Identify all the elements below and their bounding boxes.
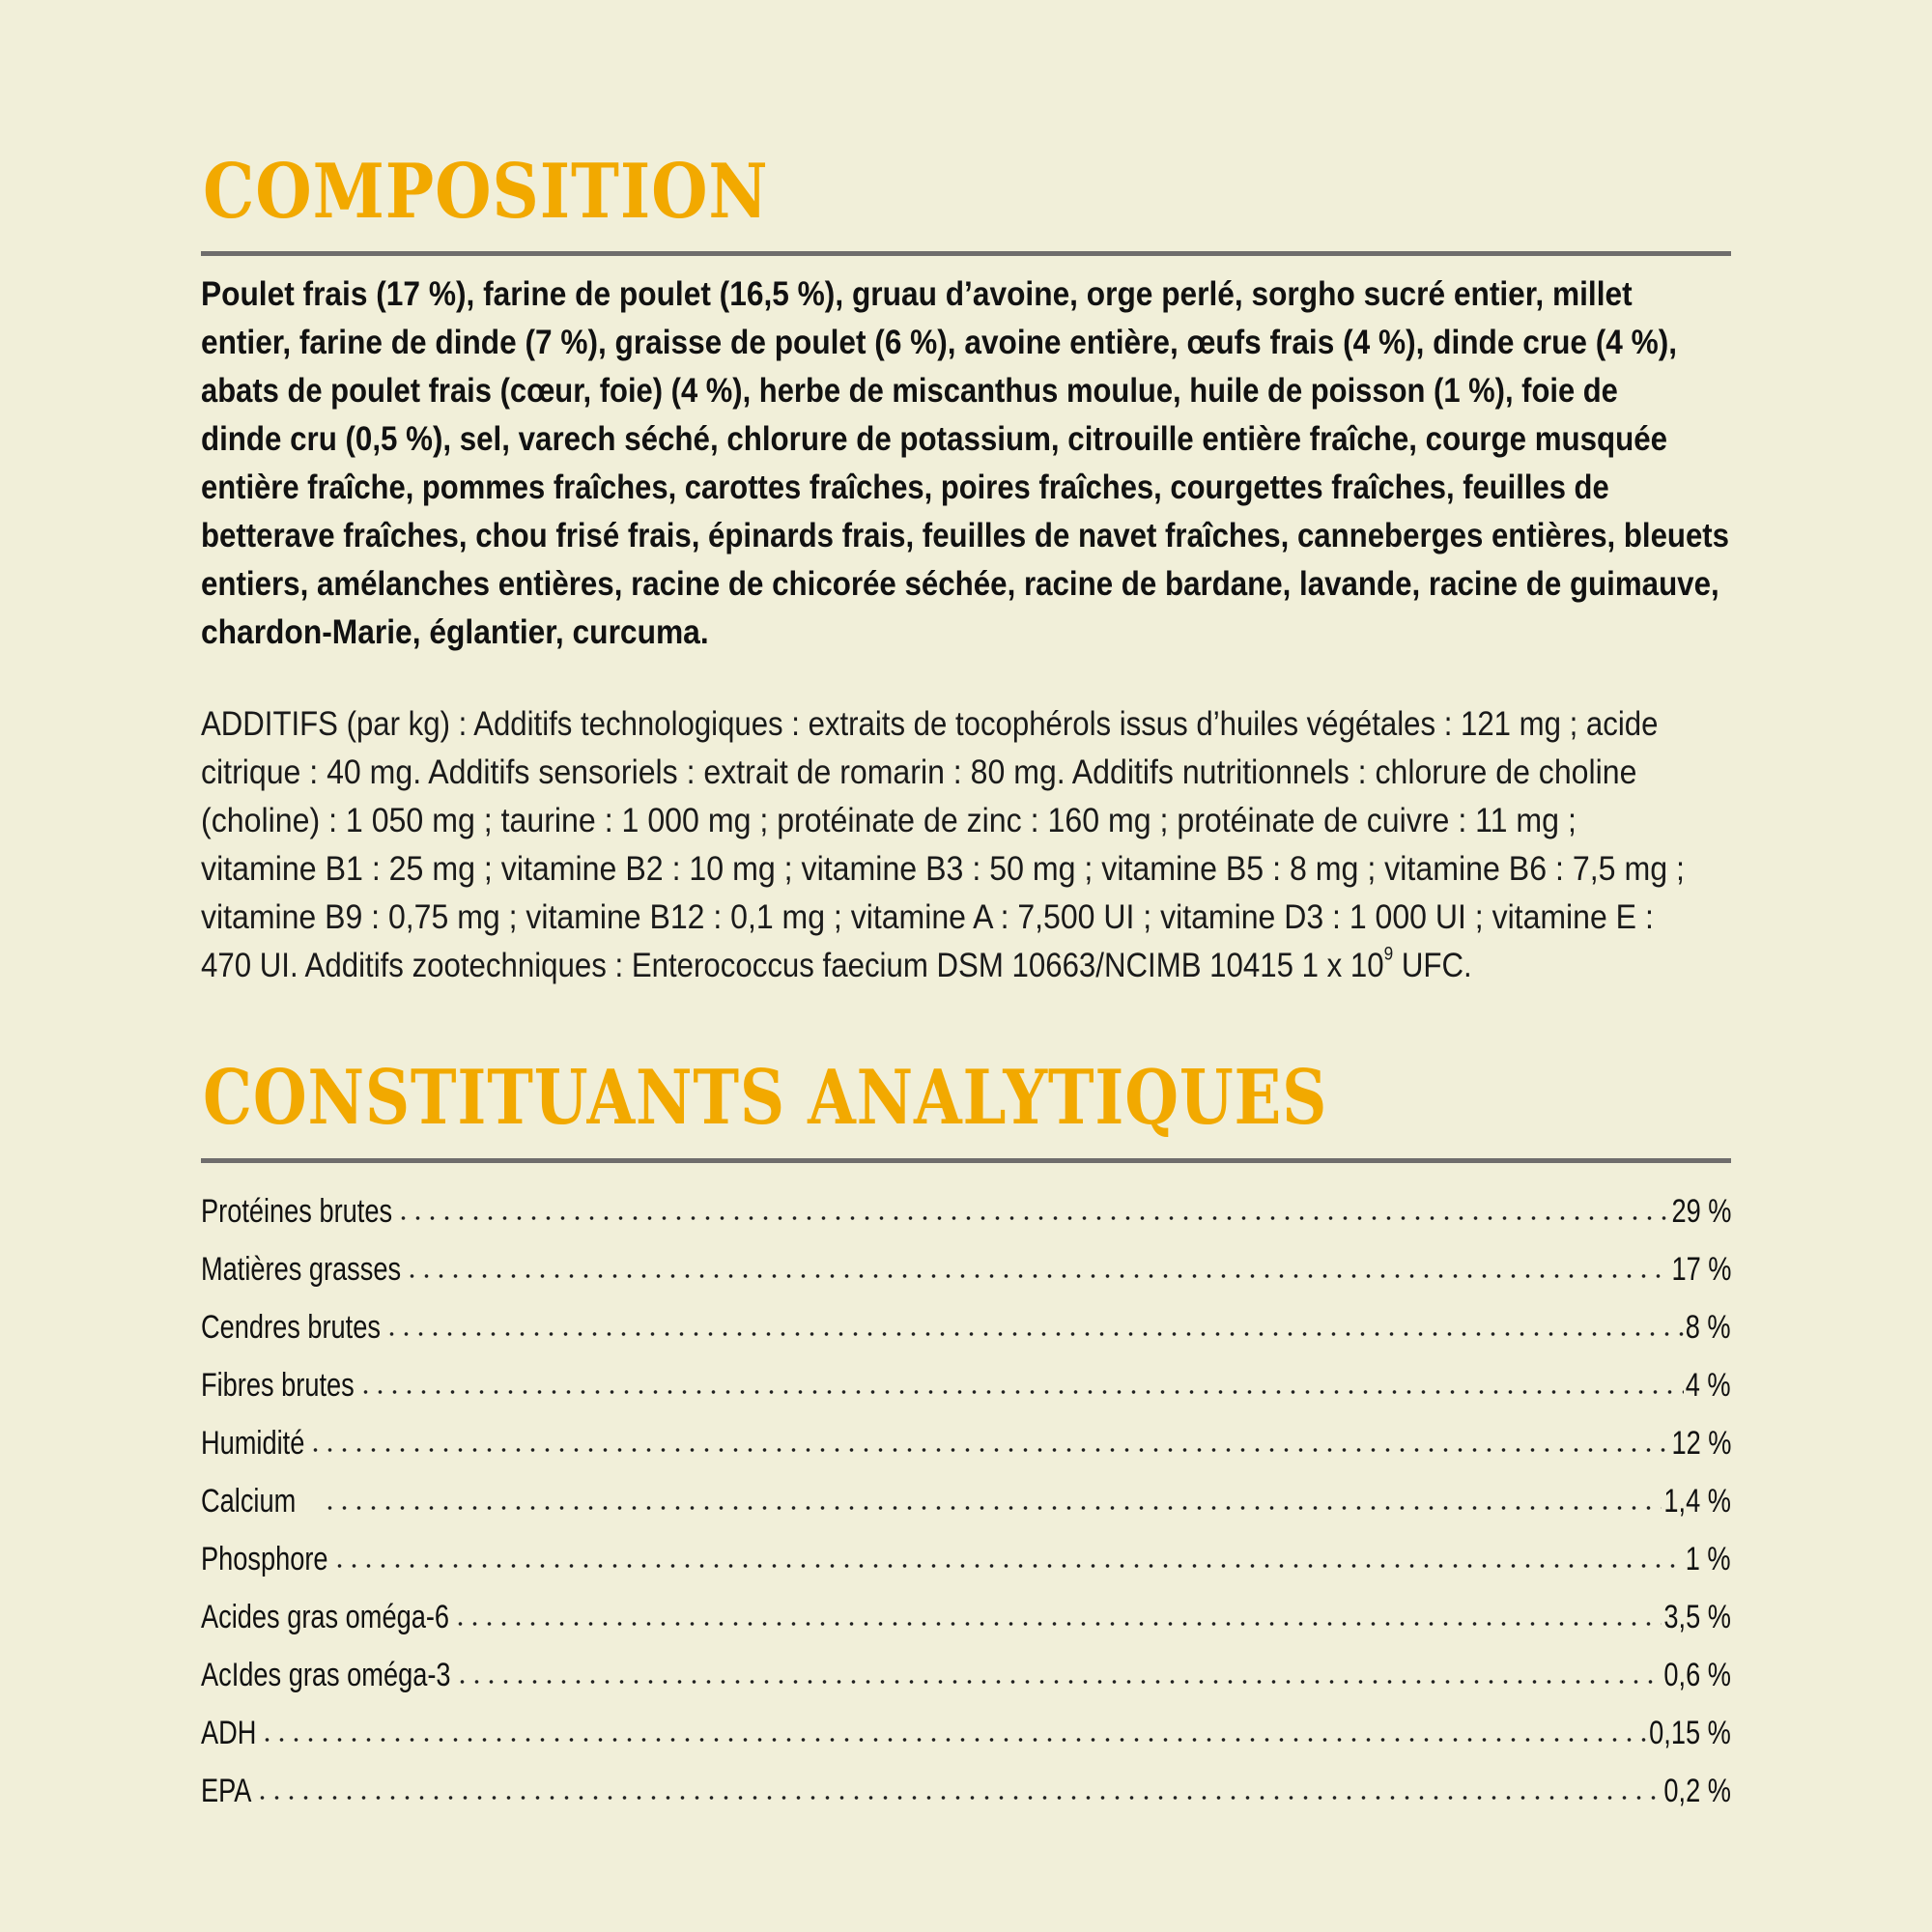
ingredients-line: Poulet frais (17 %), farine de poulet (16,5 %), gruau d’avoine, orge perlé, sorgho sucré entier, millet: [201, 275, 1633, 313]
constituent-row: [201, 1762, 1731, 1820]
constituent-label: AcIdes gras oméga-3: [201, 1656, 451, 1693]
constituent-label: ADH: [201, 1714, 257, 1751]
additives-line: (choline) : 1 050 mg ; taurine : 1 000 mg ; protéinate de zinc : 160 mg ; protéinate de cuivre : 11 mg ;: [201, 802, 1577, 839]
dot-leader: [384, 1332, 1684, 1336]
constituent-value: 4 %: [1686, 1366, 1731, 1404]
additives-line: vitamine B9 : 0,75 mg ; vitamine B12 : 0,1 mg ; vitamine A : 7,500 UI ; vitamine D3 : 1 000 UI ; vitamine E :: [201, 898, 1654, 936]
constituent-label: EPA: [201, 1772, 252, 1809]
constituent-row: [201, 1704, 1731, 1762]
constituent-value: 12 %: [1671, 1424, 1731, 1462]
dot-leader: [308, 1448, 1669, 1452]
exponent: 9: [1383, 944, 1394, 965]
ingredients-line: entiers, amélanches entières, racine de chicorée séchée, racine de bardane, lavande, racine de guimauve,: [201, 565, 1719, 603]
constituent-row: [201, 1356, 1731, 1414]
ingredients-line: betterave fraîches, chou frisé frais, épinards frais, feuilles de navet fraîches, canneberges entières, bleuets: [201, 517, 1730, 554]
additives-line: ADDITIFS (par kg) : Additifs technologiques : extraits de tocophérols issus d’huiles végétales : 121 mg ; acide: [201, 705, 1659, 743]
additives-text: 470 UI. Additifs zootechniques : Enterococcus faecium DSM 10663/NCIMB 10415 1 x 10: [201, 947, 1384, 984]
constituent-label: Calcium: [201, 1482, 297, 1520]
constituent-label: Protéines brutes: [201, 1192, 393, 1230]
constituent-row: [201, 1414, 1731, 1472]
constituent-row: [201, 1472, 1731, 1530]
analytical-constituents-table: [201, 1182, 1731, 1820]
additives-text: UFC.: [1393, 947, 1472, 984]
constituent-value: 0,2 %: [1663, 1772, 1731, 1809]
constituent-row: [201, 1182, 1731, 1240]
constituent-value: 0,6 %: [1663, 1656, 1731, 1693]
ingredients-line: chardon-Marie, églantier, curcuma.: [201, 613, 709, 651]
constituent-label: Acides gras oméga-6: [201, 1598, 450, 1635]
constituent-row: [201, 1646, 1731, 1704]
ingredients-line: entière fraîche, pommes fraîches, carottes fraîches, poires fraîches, courgettes fraîches, feuilles de: [201, 469, 1609, 506]
dot-leader: [405, 1274, 1669, 1278]
additives-line: [201, 942, 1472, 990]
dot-leader: [396, 1216, 1669, 1220]
constituent-label: Humidité: [201, 1424, 305, 1462]
constituent-row: [201, 1530, 1731, 1588]
constituent-value: 17 %: [1671, 1250, 1731, 1288]
constituent-row: [201, 1298, 1731, 1356]
dot-leader: [323, 1506, 1662, 1510]
dot-leader: [455, 1680, 1662, 1684]
additives-paragraph: [201, 700, 1837, 990]
dot-leader: [260, 1738, 1647, 1742]
additives-line: vitamine B1 : 25 mg ; vitamine B2 : 10 mg ; vitamine B3 : 50 mg ; vitamine B5 : 8 mg ; vitamine B6 : 7,5 mg ;: [201, 850, 1685, 888]
dot-leader: [255, 1796, 1662, 1800]
dot-leader: [332, 1564, 1685, 1568]
section-divider: [201, 1158, 1731, 1163]
constituent-value: 3,5 %: [1663, 1598, 1731, 1635]
constituent-value: 0,15 %: [1649, 1714, 1731, 1751]
section-divider: [201, 251, 1731, 256]
constituent-value: 29 %: [1671, 1192, 1731, 1230]
constituent-value: 8 %: [1686, 1308, 1731, 1346]
composition-heading: COMPOSITION: [203, 148, 769, 236]
analytical-constituents-heading: CONSTITUANTS ANALYTIQUES: [203, 1054, 1328, 1142]
constituent-label: Cendres brutes: [201, 1308, 381, 1346]
constituent-label: Fibres brutes: [201, 1366, 355, 1404]
dot-leader: [453, 1622, 1662, 1626]
constituent-row: [201, 1240, 1731, 1298]
constituent-value: 1,4 %: [1663, 1482, 1731, 1520]
ingredients-line: dinde cru (0,5 %), sel, varech séché, chlorure de potassium, citrouille entière fraîche, courge musquée: [201, 420, 1668, 458]
constituent-value: 1 %: [1686, 1540, 1731, 1577]
ingredients-line: abats de poulet frais (cœur, foie) (4 %), herbe de miscanthus moulue, huile de poisson (1 %), foie de: [201, 372, 1618, 410]
ingredients-line: entier, farine de dinde (7 %), graisse de poulet (6 %), avoine entière, œufs frais (4 %), dinde crue (4 %),: [201, 324, 1678, 361]
constituent-label: Phosphore: [201, 1540, 328, 1577]
ingredients-paragraph: [201, 270, 1917, 657]
additives-line: citrique : 40 mg. Additifs sensoriels : extrait de romarin : 80 mg. Additifs nutritionnels : chlorure de choline: [201, 753, 1637, 791]
dot-leader: [358, 1390, 1684, 1394]
constituent-label: Matières grasses: [201, 1250, 402, 1288]
constituent-row: [201, 1588, 1731, 1646]
